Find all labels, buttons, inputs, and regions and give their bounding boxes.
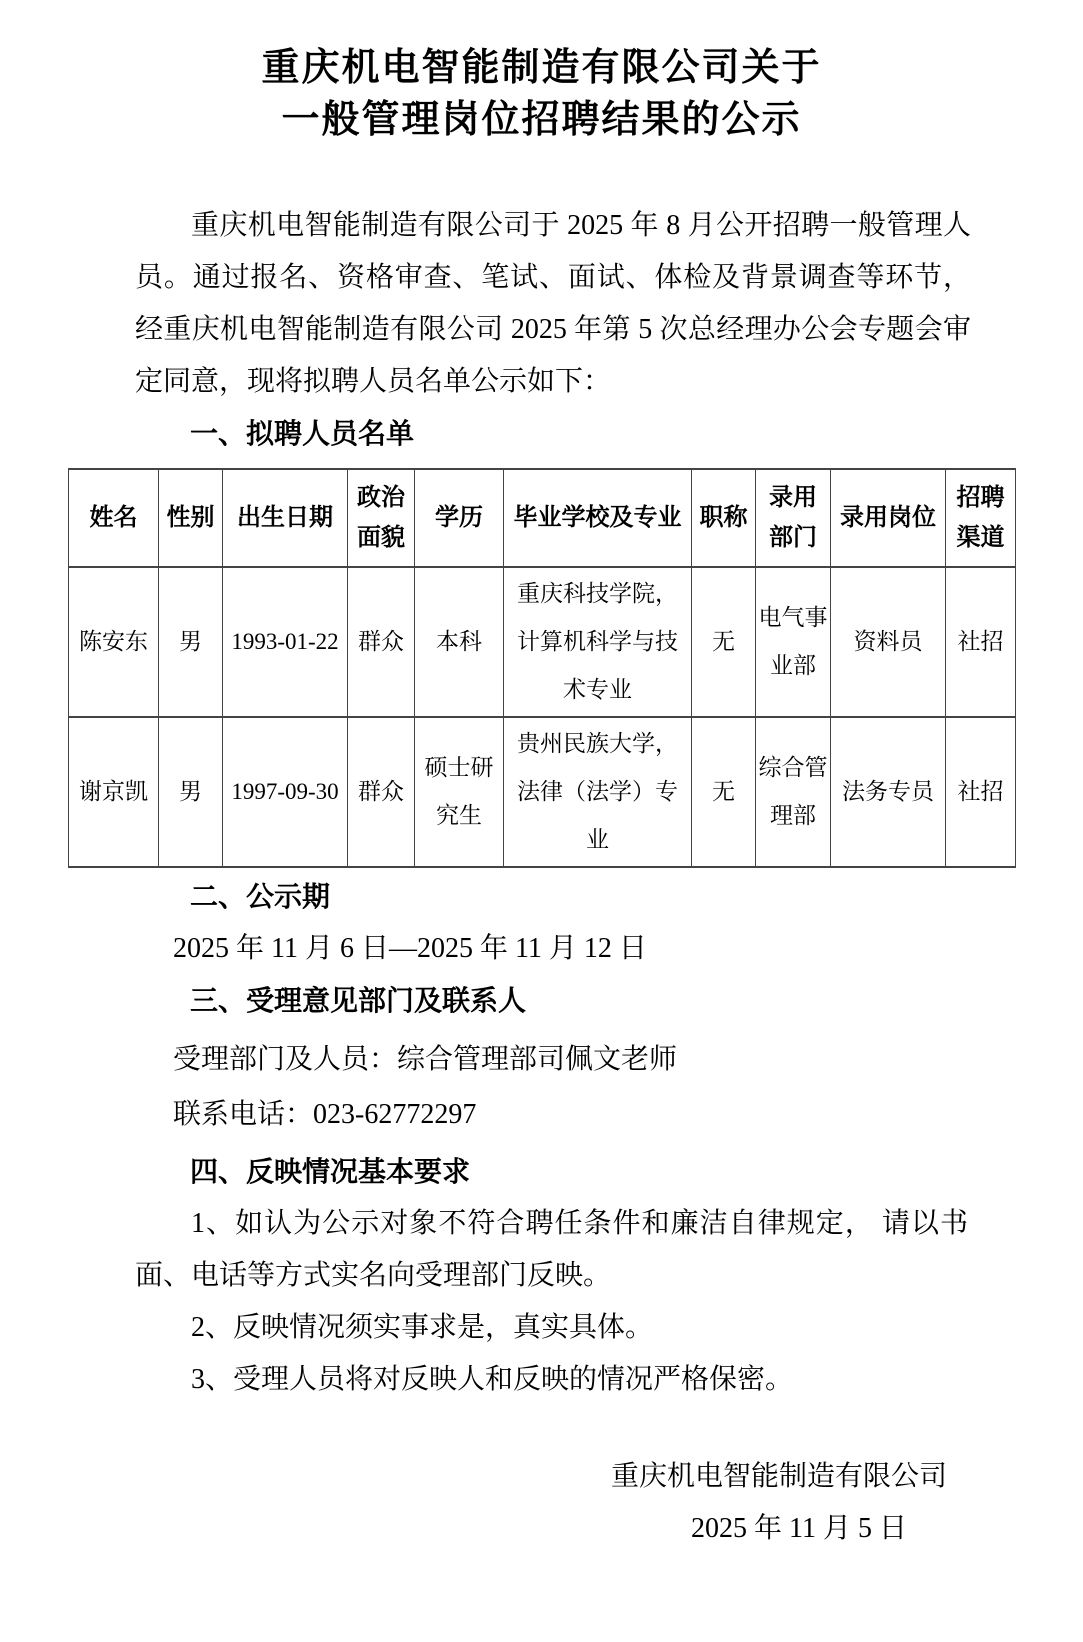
table-row [69, 717, 1016, 867]
section-3-heading: 三、受理意见部门及联系人 [190, 985, 527, 1016]
cell-political-status: 群众 [348, 567, 415, 717]
cell-recruit-channel: 社招 [946, 567, 1016, 717]
publicity-period: 2025 年 11 月 6 日—2025 年 11 月 12 日 [173, 933, 647, 964]
table-header-row [69, 469, 1016, 567]
requirement-item: 3、受理人员将对反映人和反映的情况严格保密。 [191, 1364, 794, 1395]
cell-hiring-position: 资料员 [831, 567, 946, 717]
section-1-heading: 一、拟聘人员名单 [190, 418, 415, 449]
announcement-document [0, 42, 1083, 1555]
col-header-hiring-department: 录用部门 [756, 469, 831, 567]
title-line-1: 重庆机电智能制造有限公司关于 [261, 47, 822, 89]
document-title [0, 42, 1083, 146]
cell-school-major: 重庆科技学院，计算机科学与技术专业 [504, 567, 692, 717]
contact-phone: 联系电话：023-62772297 [173, 1099, 477, 1130]
col-header-political-status: 政治面貌 [348, 469, 415, 567]
cell-name: 谢京凯 [69, 717, 159, 867]
col-header-hiring-position: 录用岗位 [831, 469, 946, 567]
col-header-name: 姓名 [69, 469, 159, 567]
col-header-education: 学历 [415, 469, 504, 567]
cell-school-major: 贵州民族大学，法律（法学）专业 [504, 717, 692, 867]
signature-company: 重庆机电智能制造有限公司 [610, 1461, 947, 1492]
intro-paragraph: 重庆机电智能制造有限公司于 2025 年 8 月公开招聘一般管理人员。通过报名、资格审查、笔试、面试、体检及背景调查等环节，经重庆机电智能制造有限公司 2025 年第 5 次总经理办公会专题会审定同意，现将拟聘人员名单公示如下： [135, 210, 971, 397]
contact-department: 受理部门及人员：综合管理部司佩文老师 [173, 1044, 678, 1075]
signature-date: 2025 年 11 月 5 日 [691, 1513, 907, 1544]
col-header-recruit-channel: 招聘渠道 [946, 469, 1016, 567]
col-header-gender: 性别 [159, 469, 223, 567]
requirement-item: 2、反映情况须实事求是，真实具体。 [191, 1312, 654, 1343]
cell-gender: 男 [159, 717, 223, 867]
cell-education: 本科 [415, 567, 504, 717]
candidate-roster-table [68, 468, 1016, 868]
col-header-school-major: 毕业学校及专业 [504, 469, 692, 567]
cell-hiring-position: 法务专员 [831, 717, 946, 867]
cell-political-status: 群众 [348, 717, 415, 867]
cell-professional-title: 无 [692, 567, 756, 717]
cell-birthdate: 1997-09-30 [223, 717, 348, 867]
cell-name: 陈安东 [69, 567, 159, 717]
table-row [69, 567, 1016, 717]
section-4-heading: 四、反映情况基本要求 [190, 1156, 471, 1187]
cell-professional-title: 无 [692, 717, 756, 867]
cell-hiring-department: 综合管理部 [756, 717, 831, 867]
cell-hiring-department: 电气事业部 [756, 567, 831, 717]
cell-birthdate: 1993-01-22 [223, 567, 348, 717]
title-line-2: 一般管理岗位招聘结果的公示 [281, 99, 802, 141]
section-2-heading: 二、公示期 [190, 881, 331, 912]
cell-education: 硕士研究生 [415, 717, 504, 867]
requirement-item: 1、如认为公示对象不符合聘任条件和廉洁自律规定， 请以书面、电话等方式实名向受理部门反映。 [135, 1208, 968, 1291]
col-header-birthdate: 出生日期 [223, 469, 348, 567]
cell-gender: 男 [159, 567, 223, 717]
col-header-professional-title: 职称 [692, 469, 756, 567]
cell-recruit-channel: 社招 [946, 717, 1016, 867]
